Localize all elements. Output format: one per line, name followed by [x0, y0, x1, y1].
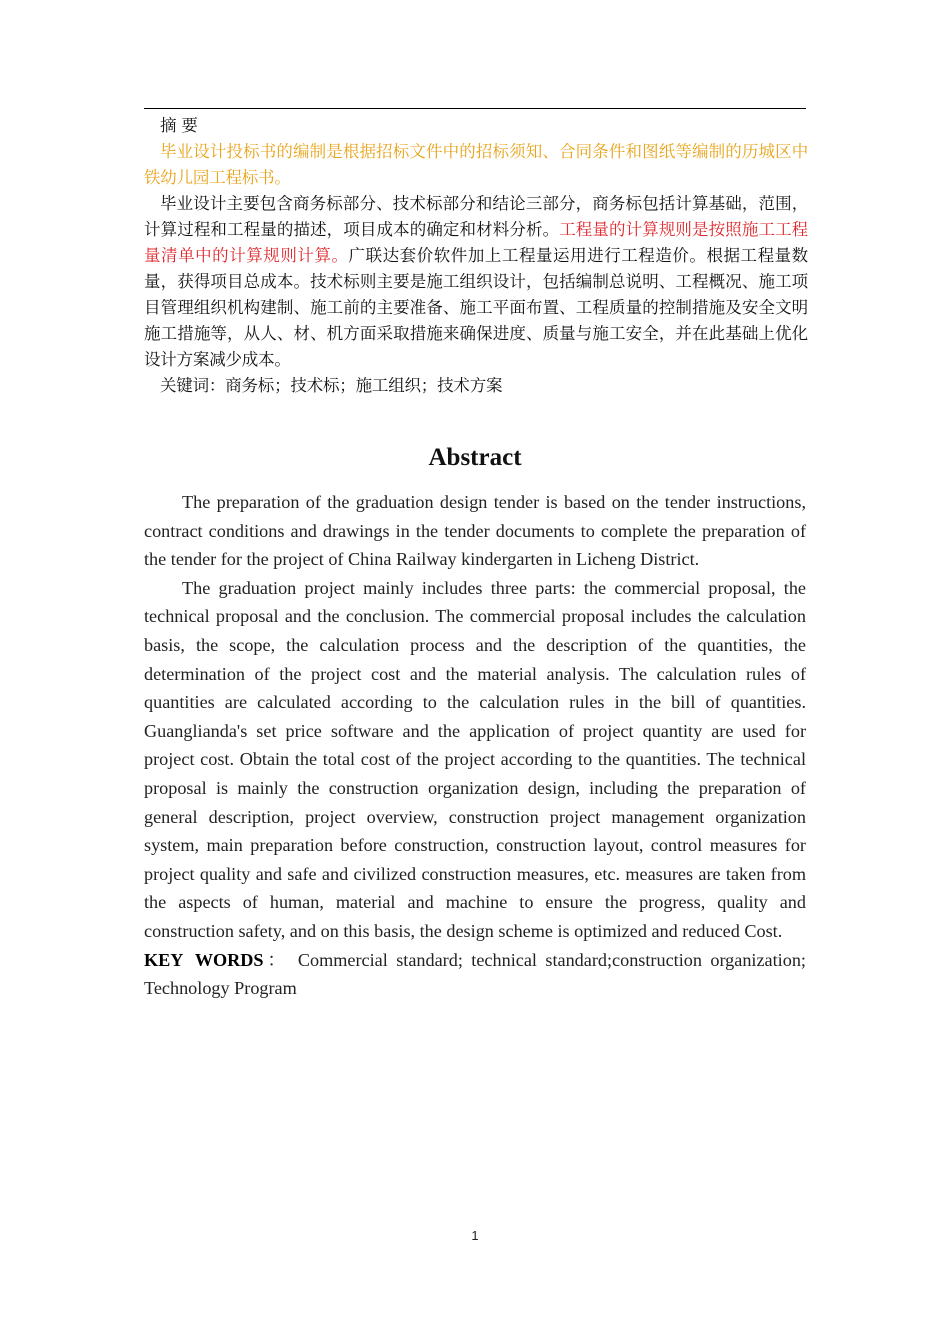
header-rule — [144, 108, 806, 109]
chinese-keywords: 关键词：商务标；技术标；施工组织；技术方案 — [160, 376, 503, 395]
english-abstract-paragraph-1: The preparation of the graduation design tender is based on the tender instructions, contract conditions and drawings in the tender documents to complete the preparation of the tender for the project of China Railway kindergarten in Licheng District. — [144, 492, 806, 570]
english-abstract-paragraph-2: The graduation project mainly includes three parts: the commercial proposal, the technical proposal and the conclusion. The commercial proposal includes the calculation basis, the scope, the calculation process and the description of the quantities, the determination of the project cost and the material analysis. The calculation rules of quantities are calculated according to the calculation rules in the bill of quantities. Guanglianda's set price software and the application of project quantity are used for project cost. Obtain the total cost of the project according to the quantities. The technical proposal is mainly the construction organization design, including the preparation of general description, project overview, construction project management organization system, main preparation before construction, construction layout, control measures for project quality and safe and civilized construction measures, etc. measures are taken from the aspects of human, material and machine to ensure the progress, quality and construction safety, and on this basis, the design scheme is optimized and reduced Cost. — [144, 577, 806, 941]
chinese-abstract-heading: 摘 要 — [160, 116, 198, 135]
highlighted-text-orange: 毕业设计投标书的编制是根据招标文件中的招标须知、合同条件和图纸等编制的历城区中铁幼儿园工程标书。 — [144, 142, 808, 187]
keywords-label: KEY WORDS — [144, 949, 264, 970]
chinese-abstract-paragraph-1 — [144, 139, 808, 191]
highlighted-text-red: 工程量的计算规则是按照施工工程量清单中的计算规则计算。 — [144, 220, 808, 265]
paragraph-text: 毕业设计主要包含商务标部分、技术标部分和结论三部分，商务标包括计算基础，范围，计算过程和工程量的描述，项目成本的确定和材料分析。 — [144, 194, 808, 239]
chinese-abstract — [144, 113, 808, 399]
keywords-list: Commercial standard; technical standard;construction organization; Technology Program — [144, 949, 806, 999]
keywords-separator: ： — [263, 949, 290, 970]
paragraph-text: 广联达套价软件加上工程量运用进行工程造价。根据工程量数量，获得项目总成本。技术标则主要是施工组织设计，包括编制总说明、工程概况、施工项目管理组织机构建制、施工前的主要准备、施工平面布置、工程质量的控制措施及安全文明施工措施等，从人、材、机方面采取措施来确保进度、质量与施工安全，并在此基础上优化设计方案减少成本。 — [144, 246, 808, 369]
chinese-abstract-paragraph-2 — [144, 191, 808, 373]
english-keywords — [144, 946, 806, 1003]
page-number: 1 — [471, 1228, 479, 1243]
abstract-title: Abstract — [428, 444, 522, 471]
english-abstract — [144, 488, 806, 1003]
